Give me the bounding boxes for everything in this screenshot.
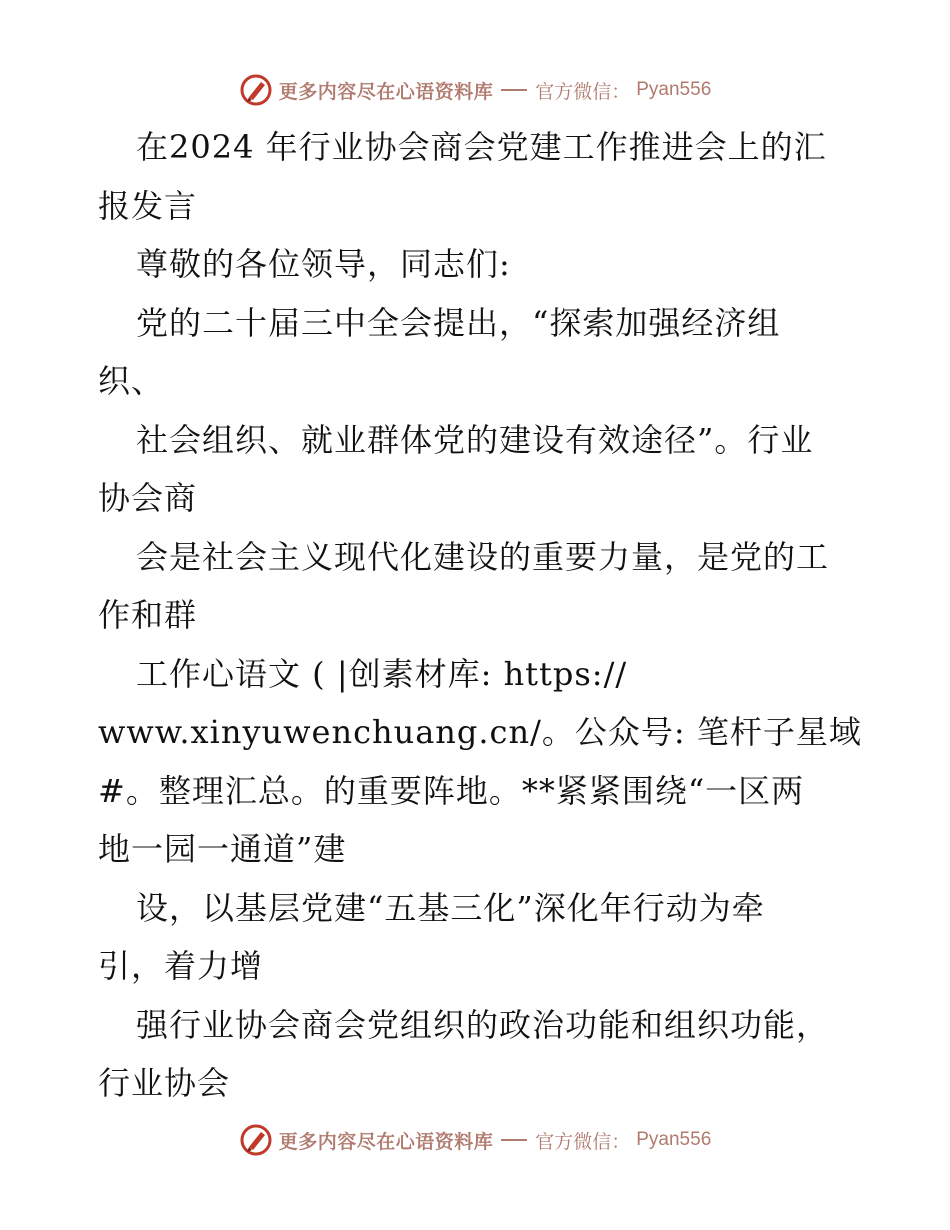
paragraph-line: 工作心语文 ( |创素材库: https://: [136, 654, 628, 693]
paragraph-line: 社会组织、就业群体党的建设有效途径”。行业: [136, 420, 814, 459]
salutation: 尊敬的各位领导，同志们:: [136, 245, 511, 283]
paragraph-line: #。整理汇总。的重要阵地。**紧紧围绕“一区两: [98, 771, 805, 810]
paragraph-line: www.xinyuwenchuang.cn/。公众号: 笔杆子星域: [98, 713, 862, 751]
banner-divider: [501, 1139, 527, 1141]
pen-logo-icon: [239, 73, 273, 107]
paragraph-line: 设，以基层党建“五基三化”深化年行动为牵: [136, 888, 765, 927]
title-line-2: 报发言: [98, 186, 198, 225]
paragraph-line: 会是社会主义现代化建设的重要力量，是党的工: [136, 537, 830, 576]
paragraph-line: 地一园一通道”建: [98, 830, 347, 868]
banner-brand-text: 更多内容尽在心语资料库: [278, 80, 494, 103]
banner-wechat-label: 官方微信：: [535, 80, 631, 103]
document-body: [98, 118, 862, 1113]
banner-wechat-id: Pyan556: [636, 79, 712, 100]
banner-brand-text: 更多内容尽在心语资料库: [278, 1130, 494, 1153]
paragraph-line: 行业协会: [98, 1064, 231, 1102]
paragraph-line: 织、: [98, 362, 165, 400]
title-line-1: 在2024 年行业协会商会党建工作推进会上的汇: [136, 128, 827, 166]
paragraph-line: 党的二十届三中全会提出，“探索加强经济组: [136, 303, 781, 342]
paragraph-line: 协会商: [98, 479, 198, 517]
paragraph-line: 引，着力增: [98, 947, 264, 985]
paragraph-line: 作和群: [98, 596, 198, 634]
paragraph-line: 强行业协会商会党组织的政治功能和组织功能，: [136, 1005, 830, 1044]
banner-wechat-label: 官方微信：: [535, 1130, 631, 1153]
banner-divider: [501, 89, 527, 91]
pen-logo-icon: [239, 1123, 273, 1157]
footer-watermark-banner: [0, 1120, 950, 1160]
header-watermark-banner: [0, 70, 950, 110]
banner-wechat-id: Pyan556: [636, 1129, 712, 1150]
